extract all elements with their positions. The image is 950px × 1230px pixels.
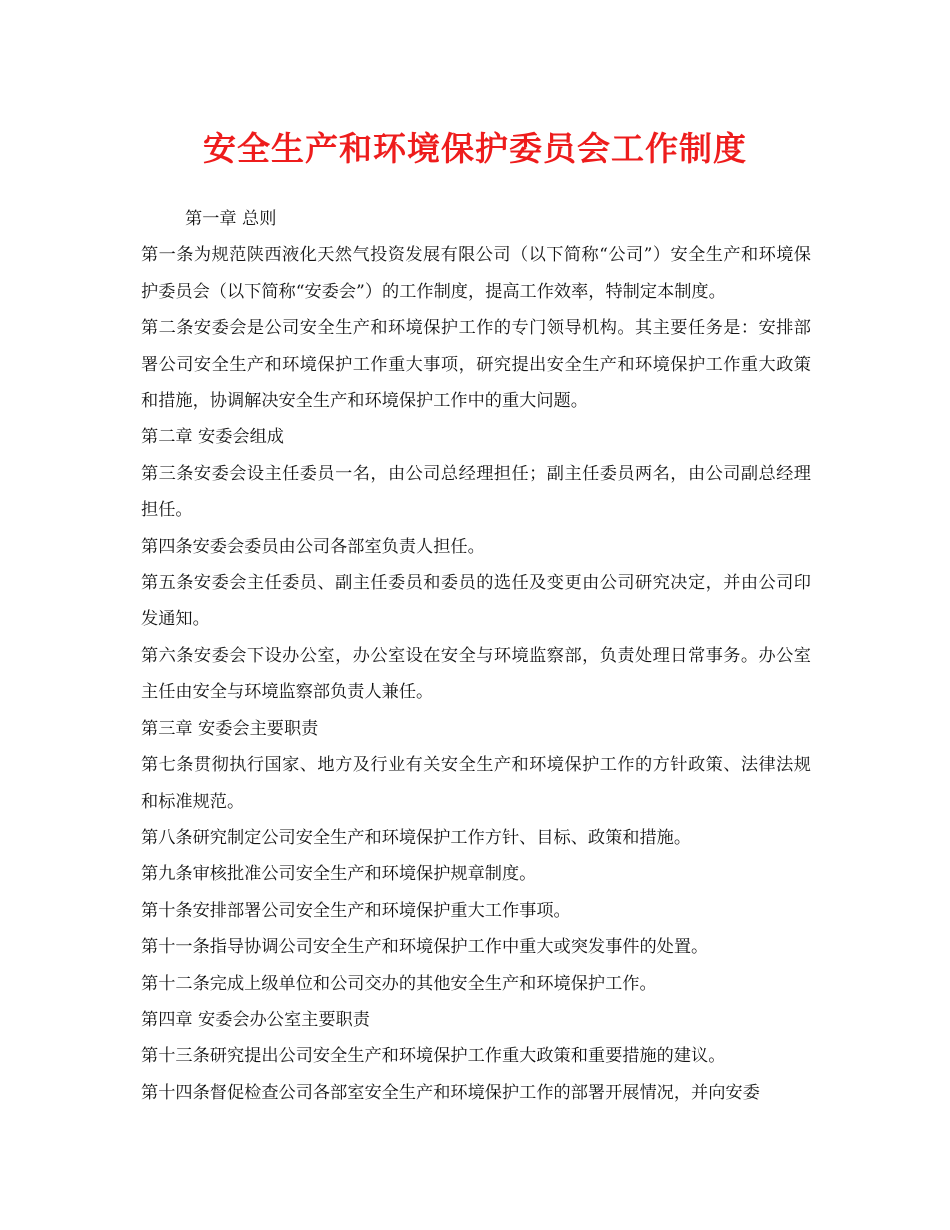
document-body [141, 201, 811, 1111]
article-paragraph: 第五条安委会主任委员、副主任委员和委员的选任及变更由公司研究决定，并由公司印发通知。 [141, 573, 811, 630]
article-paragraph: 第十三条研究提出公司安全生产和环境保护工作重大政策和重要措施的建议。 [141, 1046, 726, 1067]
article-paragraph: 第十二条完成上级单位和公司交办的其他安全生产和环境保护工作。 [141, 973, 657, 994]
document-title: 安全生产和环境保护委员会工作制度 [203, 129, 747, 168]
article-paragraph: 第十条安排部署公司安全生产和环境保护重大工作事项。 [141, 900, 571, 921]
article-paragraph: 第三条安委会设主任委员一名，由公司总经理担任；副主任委员两名，由公司副总经理担任。 [141, 463, 811, 521]
article-paragraph: 第六条安委会下设办公室，办公室设在安全与环境监察部，负责处理日常事务。办公室主任由安全与环境监察部负责人兼任。 [141, 645, 811, 703]
article-paragraph: 第七条贯彻执行国家、地方及行业有关安全生产和环境保护工作的方针政策、法律法规和标准规范。 [141, 755, 811, 812]
article-paragraph: 第十一条指导协调公司安全生产和环境保护工作中重大或突发事件的处置。 [141, 937, 709, 958]
article-paragraph: 第八条研究制定公司安全生产和环境保护工作方针、目标、政策和措施。 [141, 827, 692, 848]
chapter-heading: 第二章 安委会组成 [141, 427, 284, 448]
article-paragraph: 第二条安委会是公司安全生产和环境保护工作的专门领导机构。其主要任务是：安排部署公司安全生产和环境保护工作重大事项，研究提出安全生产和环境保护工作重大政策和措施，协调解决安全生产和环境保护工作中的重大问题。 [141, 318, 811, 412]
article-paragraph: 第九条审核批准公司安全生产和环境保护规章制度。 [141, 864, 537, 885]
article-paragraph: 第一条为规范陕西液化天然气投资发展有限公司（以下简称“公司”）安全生产和环境保护委员会（以下简称“安委会”）的工作制度，提高工作效率，特制定本制度。 [141, 245, 811, 302]
chapter-heading: 第三章 安委会主要职责 [141, 718, 319, 739]
chapter-heading: 第一章 总则 [185, 209, 277, 229]
chapter-heading: 第四章 安委会办公室主要职责 [141, 1009, 370, 1030]
article-paragraph: 第十四条督促检查公司各部室安全生产和环境保护工作的部署开展情况，并向安委 [141, 1082, 760, 1103]
article-paragraph: 第四条安委会委员由公司各部室负责人担任。 [141, 536, 485, 557]
